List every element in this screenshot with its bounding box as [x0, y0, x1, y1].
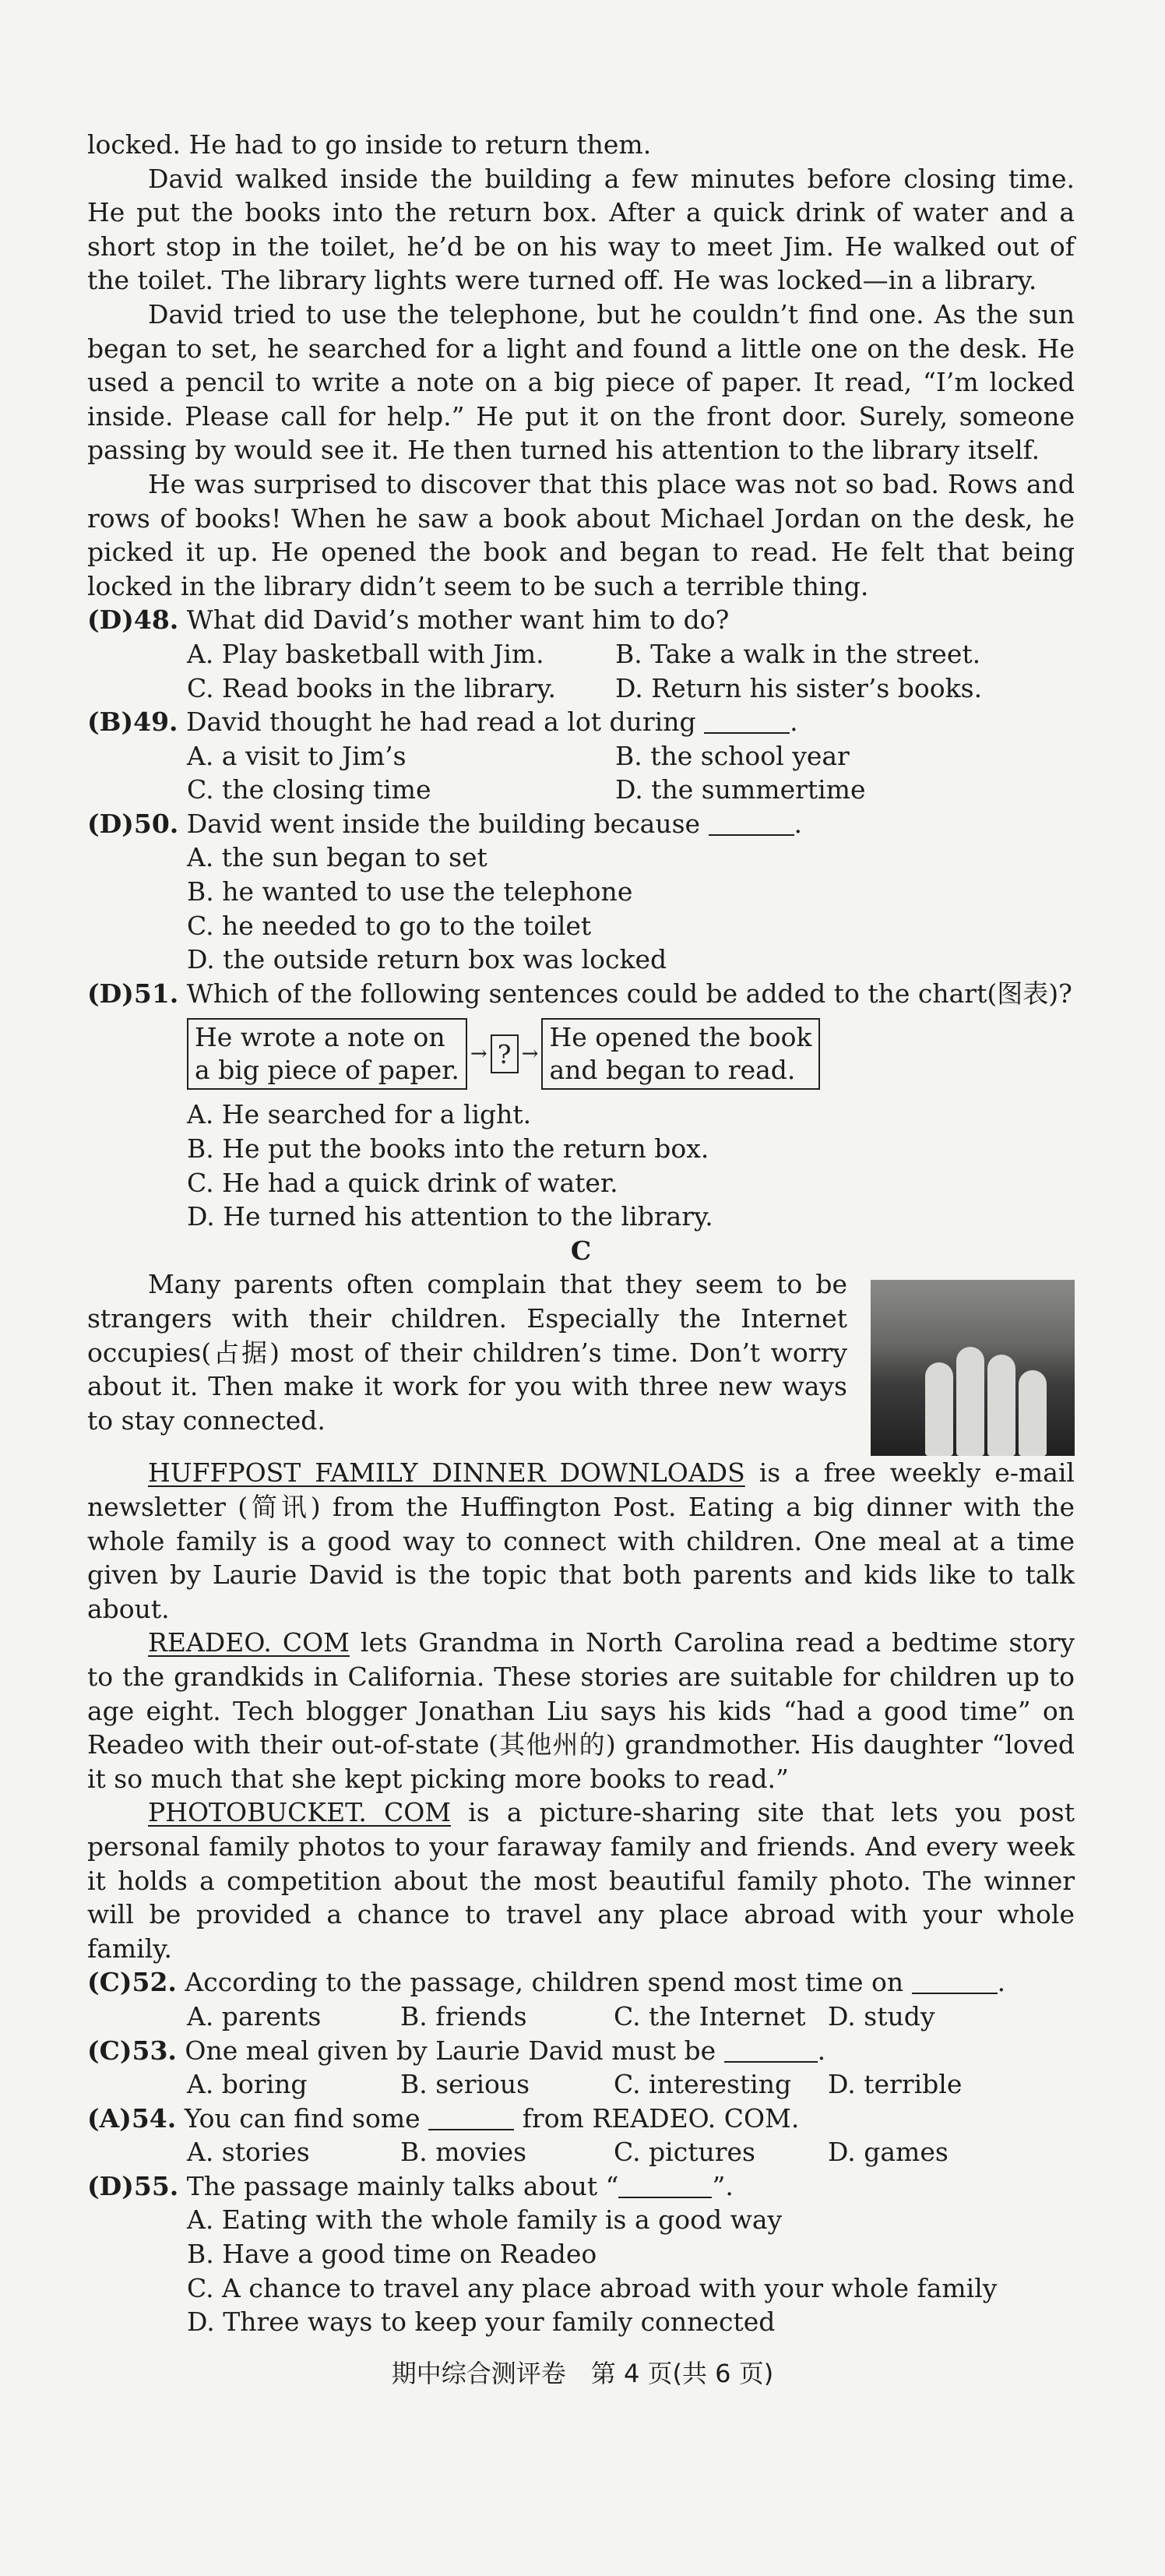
site-description: is a picture-sharing site that lets you post personal family photos to your faraway family and friends. And every week it holds a competition about the most beautiful family photo. The winner will be provided a chance to travel any place abroad with your whole family.: [87, 1797, 1075, 1964]
question-number: 53.: [132, 2035, 177, 2066]
question-stem: David thought he had read a lot during: [186, 707, 696, 738]
question-number: 48.: [133, 604, 179, 636]
question-after: from READEO. COM.: [522, 2102, 800, 2134]
passage-b-paragraph: David walked inside the building a few minutes before closing time. He put the books into the return box. After a quick drink of water and a short stop in the toilet, he’d be on his way to meet Jim. He walked out of the toilet. The library lights were turned off. He was locked—in a library.: [87, 163, 1075, 296]
option: A. parents: [187, 2000, 322, 2032]
option: C. pictures: [614, 2137, 755, 2168]
question-end: .: [790, 707, 798, 738]
page-content: [87, 128, 1075, 2339]
chart-text: a big piece of paper.: [195, 1055, 459, 1086]
option: A. Eating with the whole family is a good way: [187, 2204, 783, 2236]
question-number: 50.: [133, 808, 179, 839]
passage-c-intro: Many parents often complain that they seem to be strangers with their children. Especially the Internet occupies(占据) most of their children’s time. Don’t worry about it. Then make it work for you with three new ways to stay connected.: [87, 1269, 847, 1436]
option: D. games: [828, 2137, 949, 2168]
answer-blank: [724, 2038, 818, 2063]
passage-c-item: [87, 1626, 1075, 1795]
chart-text: He wrote a note on: [195, 1022, 445, 1053]
answer-blank: [618, 2173, 712, 2198]
answer-mark: (B): [87, 707, 134, 738]
option: C. Read books in the library.: [187, 672, 557, 703]
question-51: [87, 977, 1075, 1011]
option: D. He turned his attention to the library.: [187, 1201, 713, 1232]
option: A. boring: [187, 2069, 308, 2100]
passage-b-paragraph: David tried to use the telephone, but he couldn’t find one. As the sun began to set, he searched for a light and found a little one on the desk. He used a pencil to write a note on a big piece of paper. It read, “I’m locked inside. Please call for help.” He put it on the front door. Surely, someone passing by would see it. He then turned his attention to the library itself.: [87, 298, 1075, 466]
option: C. he needed to go to the toilet: [187, 910, 592, 941]
option: C. interesting: [614, 2069, 792, 2100]
site-description: lets Grandma in North Carolina read a bedtime story to the grandkids in California. These stories are suitable for children up to age eight. Tech blogger Jonathan Liu says his kids “had a good time” on Readeo with their out-of-state (其他州的) grandmother. His daughter “loved it so much that she kept picking more books to read.”: [87, 1627, 1075, 1794]
option: A. Play basketball with Jim.: [187, 638, 544, 669]
question-end: .: [817, 2035, 826, 2066]
chart-box-right: [541, 1018, 819, 1090]
answer-mark: (D): [87, 808, 134, 839]
question-55: [87, 2169, 1075, 2204]
answer-blank: [912, 1969, 998, 1994]
option: D. Three ways to keep your family connected: [187, 2306, 776, 2338]
question-number: 54.: [131, 2102, 177, 2134]
answer-mark: (D): [87, 978, 134, 1009]
option: C. A chance to travel any place abroad with your whole family: [187, 2272, 998, 2303]
passage-b-paragraph: He was surprised to discover that this place was not so bad. Rows and rows of books! When he saw a book about Michael Jordan on the desk, he picked it up. He opened the book and began to read. He felt that being locked in the library didn’t seem to be such a terrible thing.: [87, 468, 1075, 601]
question-stem: What did David’s mother want him to do?: [186, 604, 730, 636]
options-48: [187, 637, 1075, 705]
option: B. friends: [400, 2000, 527, 2032]
question-number: 49.: [133, 707, 178, 738]
option: D. Return his sister’s books.: [615, 672, 983, 703]
option: A. a visit to Jim’s: [187, 740, 407, 771]
question-number: 51.: [133, 978, 179, 1009]
question-number: 52.: [132, 1967, 177, 1998]
site-name: PHOTOBUCKET. COM: [148, 1797, 452, 1828]
option: D. the summertime: [615, 774, 866, 805]
question-49: [87, 705, 1075, 739]
option: A. He searched for a light.: [187, 1099, 532, 1130]
question-48: [87, 603, 1075, 637]
question-end: ”.: [712, 2170, 734, 2201]
option: B. Take a walk in the street.: [615, 638, 981, 669]
answer-blank: [428, 2106, 514, 2130]
question-50: [87, 807, 1075, 841]
answer-mark: (D): [87, 604, 134, 636]
option: C. the closing time: [187, 774, 431, 805]
question-stem: Which of the following sentences could be added to the chart(图表)?: [186, 978, 1072, 1009]
passage-c-item: [87, 1795, 1075, 1965]
option: B. he wanted to use the telephone: [187, 876, 633, 907]
section-title: C: [570, 1235, 592, 1266]
option: C. He had a quick drink of water.: [187, 1167, 618, 1198]
answer-mark: (A): [87, 2102, 132, 2134]
answer-blank: [709, 811, 794, 836]
passage-b-paragraph: locked. He had to go inside to return them.: [87, 129, 652, 160]
options-49: [187, 739, 1075, 807]
question-stem: You can find some: [184, 2102, 421, 2134]
site-description: is a free weekly e-mail newsletter (简讯) from the Huffington Post. Eating a big dinner with the whole family is a good way to connect with children. One meal at a time given by Laurie David is the topic that both parents and kids like to talk about.: [87, 1457, 1075, 1624]
intro-with-photo: [87, 1267, 1075, 1456]
option: B. He put the books into the return box.: [187, 1133, 709, 1165]
option: B. the school year: [615, 740, 850, 771]
family-photo: [871, 1280, 1075, 1456]
arrow-right-icon: →: [470, 1041, 487, 1066]
question-end: .: [794, 808, 803, 839]
options-53: [187, 2067, 1075, 2102]
option: A. the sun began to set: [187, 842, 487, 873]
page-footer: 期中综合测评卷 第 4 页(共 6 页): [391, 2359, 774, 2388]
question-number: 55.: [133, 2170, 179, 2201]
question-stem: According to the passage, children spend most time on: [185, 1967, 904, 1998]
option: C. the Internet: [614, 2000, 806, 2032]
flow-chart: [187, 1015, 1075, 1093]
question-52: [87, 1965, 1075, 2000]
answer-mark: (C): [87, 2035, 132, 2066]
option: B. Have a good time on Readeo: [187, 2239, 597, 2270]
options-54: [187, 2135, 1075, 2169]
option: B. movies: [400, 2137, 527, 2168]
answer-mark: (C): [87, 1967, 132, 1998]
chart-box-left: [187, 1018, 467, 1090]
arrow-right-icon: →: [521, 1041, 539, 1066]
option: D. the outside return box was locked: [187, 944, 667, 975]
site-name: HUFFPOST FAMILY DINNER DOWNLOADS: [148, 1457, 745, 1489]
chart-box-middle: ?: [491, 1034, 519, 1073]
option: D. study: [828, 2000, 935, 2032]
question-54: [87, 2102, 1075, 2136]
chart-text: He opened the book: [549, 1022, 812, 1053]
passage-c-item: [87, 1456, 1075, 1626]
options-52: [187, 2000, 1075, 2034]
answer-mark: (D): [87, 2170, 134, 2201]
option: D. terrible: [828, 2069, 963, 2100]
answer-blank: [704, 709, 790, 734]
chart-text: and began to read.: [549, 1055, 796, 1086]
question-stem: The passage mainly talks about “: [186, 2170, 619, 2201]
option: B. serious: [400, 2069, 530, 2100]
site-name: READEO. COM: [148, 1627, 350, 1658]
question-end: .: [997, 1967, 1006, 1998]
question-53: [87, 2034, 1075, 2068]
option: A. stories: [187, 2137, 310, 2168]
question-stem: David went inside the building because: [186, 808, 701, 839]
question-stem: One meal given by Laurie David must be: [185, 2035, 716, 2066]
